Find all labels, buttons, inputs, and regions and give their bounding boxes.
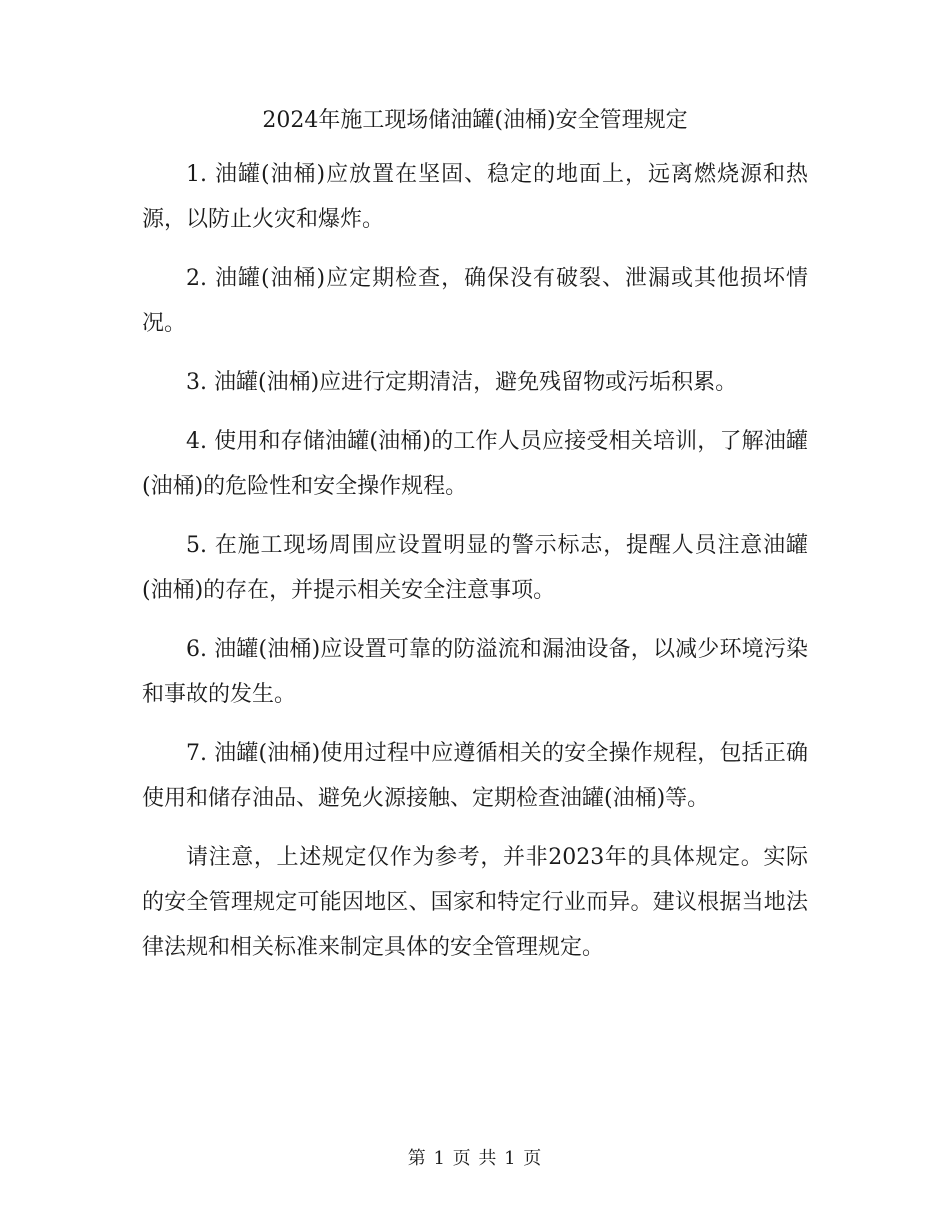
document-title: 2024年施工现场储油罐(油桶)安全管理规定 <box>262 108 688 133</box>
paragraph-6: 6. 油罐(油桶)应设置可靠的防溢流和漏油设备，以减少环境污染和事故的发生。 <box>142 637 808 707</box>
paragraph-4: 4. 使用和存储油罐(油桶)的工作人员应接受相关培训，了解油罐(油桶)的危险性和安全操作规程。 <box>142 429 808 499</box>
paragraph-2: 2. 油罐(油桶)应定期检查，确保没有破裂、泄漏或其他损坏情况。 <box>142 266 808 336</box>
document-body <box>142 152 808 984</box>
page-footer: 第 1 页 共 1 页 <box>407 1148 543 1169</box>
closing-note: 请注意，上述规定仅作为参考，并非2023年的具体规定。实际的安全管理规定可能因地区、国家和特定行业而异。建议根据当地法律法规和相关标准来制定具体的安全管理规定。 <box>142 845 808 960</box>
paragraph-1: 1. 油罐(油桶)应放置在坚固、稳定的地面上，远离燃烧源和热源，以防止火灾和爆炸。 <box>142 162 808 232</box>
paragraph-5: 5. 在施工现场周围应设置明显的警示标志，提醒人员注意油罐(油桶)的存在，并提示相关安全注意事项。 <box>142 533 808 603</box>
paragraph-7: 7. 油罐(油桶)使用过程中应遵循相关的安全操作规程，包括正确使用和储存油品、避免火源接触、定期检查油罐(油桶)等。 <box>142 741 808 811</box>
paragraph-3: 3. 油罐(油桶)应进行定期清洁，避免残留物或污垢积累。 <box>186 370 738 395</box>
